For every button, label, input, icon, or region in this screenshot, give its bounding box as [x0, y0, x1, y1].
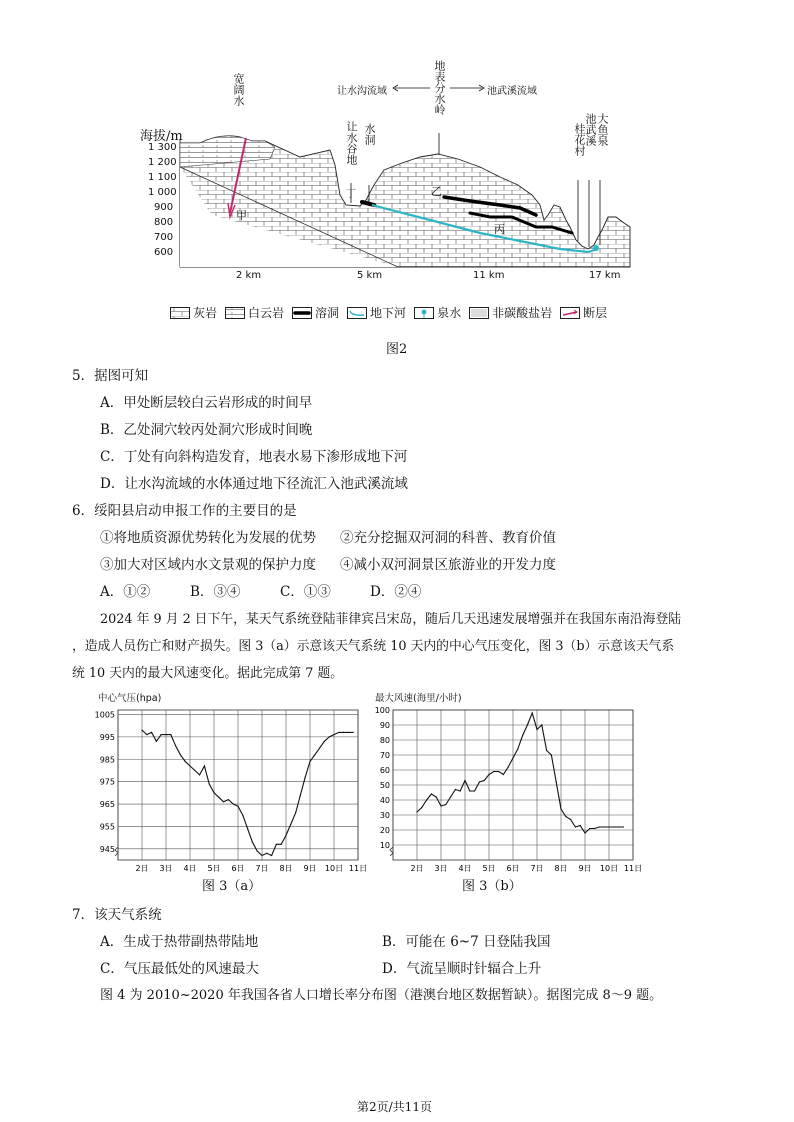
point-ding: 丁: [346, 189, 356, 200]
data-point: [228, 799, 229, 800]
q6-option-d: D．②④: [370, 584, 422, 600]
x-tick-17km: 17 km: [589, 270, 621, 281]
geologic-cross-section: [140, 55, 640, 285]
q7-stem: 7．该天气系统: [72, 907, 162, 923]
y-tick-label: 90: [379, 721, 390, 730]
data-point: [460, 790, 461, 791]
data-point: [271, 855, 272, 856]
data-point: [285, 835, 286, 836]
y-tick-label: 40: [379, 796, 390, 805]
legend-cave: 溶洞: [292, 304, 339, 321]
data-point: [242, 815, 243, 816]
data-point: [498, 771, 499, 772]
data-point: [450, 796, 451, 797]
data-point: [484, 780, 485, 781]
q5-option-c: C．丁处有向斜构造发育，地表水易下渗形成地下河: [100, 449, 408, 465]
data-point: [469, 790, 470, 791]
x-tick-label: 10日: [599, 864, 619, 873]
y-tick-label: 1005: [94, 710, 115, 720]
site-kuankuoshui: 宽阔水: [232, 73, 245, 106]
q8-intro: 图 4 为 2010~2020 年我国各省人口增长率分布图（港澳台地区数据暂缺）。据图完成 8～9 题。: [100, 988, 663, 1003]
y-tick-label: 10: [379, 841, 390, 850]
y-tick-1000: 1 000: [148, 187, 177, 198]
data-point: [276, 844, 277, 845]
data-point: [570, 819, 571, 820]
x-tick-11km: 11 km: [473, 270, 505, 281]
q5-option-b: B．乙处洞穴较丙处洞穴形成时间晚: [100, 422, 313, 438]
series-line: [142, 730, 353, 855]
x-tick-label: 11日: [348, 864, 368, 873]
y-axis-title: 海拔/m: [140, 129, 183, 144]
spring: [593, 245, 599, 251]
x-tick-label: 5日: [207, 864, 221, 873]
y-tick-label: 70: [379, 751, 390, 760]
data-point: [353, 732, 354, 733]
y-tick-700: 700: [154, 232, 174, 243]
q6-item-2: ②充分挖掘双河洞的科普、教育价值: [340, 530, 556, 546]
data-point: [541, 724, 542, 725]
point-jia: 甲: [236, 209, 247, 222]
data-point: [189, 765, 190, 766]
y-tick-label: 945: [99, 844, 115, 854]
x-tick-label: 9日: [303, 864, 317, 873]
data-point: [503, 774, 504, 775]
y-tick-1100: 1 100: [148, 172, 177, 183]
q6-item-1: ①将地质资源优势转化为发展的优势: [100, 530, 316, 546]
chart-b-ylabel: 最大风速(海里/小时): [375, 693, 462, 704]
chart-a-ylabel: 中心气压(hpa): [98, 693, 162, 704]
q7-intro-line3: 统 10 天内的最大风速变化。据此完成第 7 题。: [72, 666, 344, 681]
y-tick-label: 975: [99, 777, 115, 787]
x-tick-label: 11日: [623, 864, 643, 873]
y-tick-1200: 1 200: [148, 157, 177, 168]
x-tick-label: 2日: [135, 864, 149, 873]
left-basin-label: 让水沟流域: [337, 86, 387, 97]
q6-item-3: ③加大对区域内水文景观的保护力度: [100, 557, 316, 573]
data-point: [608, 826, 609, 827]
site-guihua: 桂花村: [573, 123, 586, 156]
data-point: [580, 825, 581, 826]
legend-noncarbonate: 非碳酸盐岩: [469, 304, 552, 321]
q6-option-b: B．③④: [190, 584, 241, 600]
q6-stem: 6．绥阳县启动申报工作的主要目的是: [72, 503, 297, 519]
data-point: [343, 732, 344, 733]
data-point: [575, 826, 576, 827]
data-point: [247, 828, 248, 829]
data-point: [213, 792, 214, 793]
data-point: [584, 832, 585, 833]
data-point: [594, 828, 595, 829]
data-point: [613, 826, 614, 827]
q7-intro-line1: 2024 年 9 月 2 日下午，某天气系统登陆菲律宾吕宋岛，随后几天迅速发展增强并在我国东南沿海登陆: [100, 612, 682, 627]
data-point: [218, 797, 219, 798]
y-tick-label: 955: [99, 822, 115, 832]
x-tick-5km: 5 km: [357, 270, 383, 281]
data-point: [175, 745, 176, 746]
site-dayu: 大鱼泉: [596, 113, 609, 146]
legend-spring: 泉水: [414, 304, 461, 321]
data-point: [161, 734, 162, 735]
y-tick-1300: 1 300: [148, 142, 177, 153]
divide-label: 地表分水岭: [433, 60, 446, 115]
site-water-cave: 水洞: [363, 123, 376, 145]
data-point: [536, 729, 537, 730]
data-point: [266, 853, 267, 854]
chart-grid: [118, 710, 358, 860]
data-point: [180, 754, 181, 755]
q5-option-d: D．让水沟流域的水体通过地下径流汇入池武溪流域: [100, 476, 408, 492]
q7-option-d: D．气流呈顺时针辐合上升: [382, 961, 542, 977]
x-tick-label: 8日: [279, 864, 293, 873]
x-tick-label: 4日: [458, 864, 472, 873]
data-point: [281, 844, 282, 845]
q6-option-c: C．①③: [280, 584, 331, 600]
data-point: [314, 754, 315, 755]
data-point: [445, 804, 446, 805]
axis-break-icon: [115, 847, 118, 856]
x-tick-label: 6日: [506, 864, 520, 873]
data-point: [165, 734, 166, 735]
x-tick-label: 8日: [554, 864, 568, 873]
data-point: [300, 794, 301, 795]
x-tick-label: 10日: [324, 864, 344, 873]
dolomite-swatch-icon: [225, 307, 245, 319]
data-point: [599, 826, 600, 827]
data-point: [560, 808, 561, 809]
axis-break-icon: [390, 847, 393, 856]
data-point: [517, 748, 518, 749]
data-point: [305, 777, 306, 778]
data-point: [532, 712, 533, 713]
river-swatch-icon: [347, 307, 367, 319]
noncarbonate-swatch-icon: [469, 307, 489, 319]
x-tick-label: 7日: [530, 864, 544, 873]
data-point: [295, 812, 296, 813]
limestone-swatch-icon: [170, 307, 190, 319]
point-yi: 乙: [431, 185, 442, 198]
data-point: [257, 850, 258, 851]
fig2-caption: 图2: [386, 342, 408, 357]
chart-b-caption: 图 3（b）: [462, 879, 522, 894]
data-point: [488, 774, 489, 775]
y-tick-label: 20: [379, 826, 390, 835]
data-point: [474, 790, 475, 791]
data-point: [185, 761, 186, 762]
data-point: [338, 732, 339, 733]
fault-swatch-icon: [560, 307, 580, 319]
fig2-legend: [170, 304, 650, 321]
q5-stem: 5．据图可知: [72, 368, 149, 384]
data-point: [290, 824, 291, 825]
page-footer: 第2页/共11页: [357, 1100, 432, 1114]
data-point: [146, 734, 147, 735]
y-tick-label: 50: [379, 781, 390, 790]
spring-swatch-icon: [414, 307, 434, 319]
data-point: [319, 747, 320, 748]
data-point: [440, 805, 441, 806]
y-tick-label: 30: [379, 811, 390, 820]
data-point: [141, 730, 142, 731]
data-point: [348, 732, 349, 733]
x-tick-label: 9日: [578, 864, 592, 873]
site-rangshui-valley: 让水谷地: [345, 121, 358, 165]
data-point: [252, 841, 253, 842]
data-point: [151, 732, 152, 733]
data-point: [199, 774, 200, 775]
data-point: [333, 734, 334, 735]
data-point: [464, 780, 465, 781]
data-point: [623, 826, 624, 827]
data-point: [551, 754, 552, 755]
y-tick-label: 995: [99, 732, 115, 742]
q7-option-a: A．生成于热带副热带陆地: [100, 934, 259, 950]
x-tick-label: 7日: [255, 864, 269, 873]
y-tick-600: 600: [154, 247, 174, 258]
data-point: [261, 855, 262, 856]
x-tick-2km: 2 km: [236, 270, 262, 281]
data-point: [493, 771, 494, 772]
data-point: [522, 735, 523, 736]
data-point: [223, 801, 224, 802]
data-point: [194, 770, 195, 771]
q7-intro-line2: ，造成人员伤亡和财产损失。图 3（a）示意该天气系统 10 天内的中心气压变化，图 3（b）示意该天气系: [72, 639, 675, 654]
data-point: [556, 781, 557, 782]
data-point: [618, 826, 619, 827]
data-point: [479, 781, 480, 782]
data-point: [156, 741, 157, 742]
y-tick-label: 60: [379, 766, 390, 775]
q7-option-b: B．可能在 6~7 日登陆我国: [382, 934, 551, 950]
data-point: [237, 806, 238, 807]
data-point: [589, 828, 590, 829]
data-point: [209, 783, 210, 784]
y-tick-label: 80: [379, 736, 390, 745]
legend-underground-river: 地下河: [347, 304, 406, 321]
data-point: [204, 765, 205, 766]
x-tick-label: 6日: [231, 864, 245, 873]
q7-option-c: C．气压最低处的风速最大: [100, 961, 259, 977]
data-point: [527, 724, 528, 725]
right-basin-label: 池武溪流域: [487, 86, 537, 97]
data-point: [416, 811, 417, 812]
y-tick-900: 900: [154, 202, 174, 213]
point-bing: 丙: [494, 223, 505, 236]
figure-2: [140, 55, 640, 325]
chart-a-caption: 图 3（a）: [202, 879, 262, 894]
q6-item-4: ④减小双河洞景区旅游业的开发力度: [340, 557, 556, 573]
data-point: [604, 826, 605, 827]
data-point: [233, 803, 234, 804]
data-point: [508, 766, 509, 767]
data-point: [324, 741, 325, 742]
site-chiwu: 池武溪: [584, 113, 597, 146]
data-point: [426, 799, 427, 800]
x-tick-label: 3日: [434, 864, 448, 873]
data-point: [512, 757, 513, 758]
legend-limestone: 灰岩: [170, 304, 217, 321]
data-point: [421, 807, 422, 808]
y-tick-800: 800: [154, 217, 174, 228]
wind-speed-chart: [365, 700, 645, 875]
x-tick-label: 3日: [159, 864, 173, 873]
data-point: [455, 789, 456, 790]
legend-fault: 断层: [560, 304, 607, 321]
x-tick-label: 2日: [410, 864, 424, 873]
chart-grid: [393, 710, 633, 860]
data-point: [329, 736, 330, 737]
x-tick-label: 4日: [183, 864, 197, 873]
data-point: [565, 816, 566, 817]
q5-option-a: A．甲处断层较白云岩形成的时间早: [100, 395, 313, 411]
y-tick-label: 100: [374, 706, 390, 715]
data-point: [170, 734, 171, 735]
y-tick-label: 965: [99, 800, 115, 810]
y-tick-label: 985: [99, 755, 115, 765]
q6-option-a: A．①②: [100, 584, 151, 600]
x-tick-label: 5日: [482, 864, 496, 873]
data-point: [309, 761, 310, 762]
cave-swatch-icon: [292, 307, 312, 319]
pressure-chart: [90, 700, 370, 875]
data-point: [431, 793, 432, 794]
data-point: [546, 750, 547, 751]
data-point: [436, 796, 437, 797]
legend-dolomite: 白云岩: [225, 304, 284, 321]
